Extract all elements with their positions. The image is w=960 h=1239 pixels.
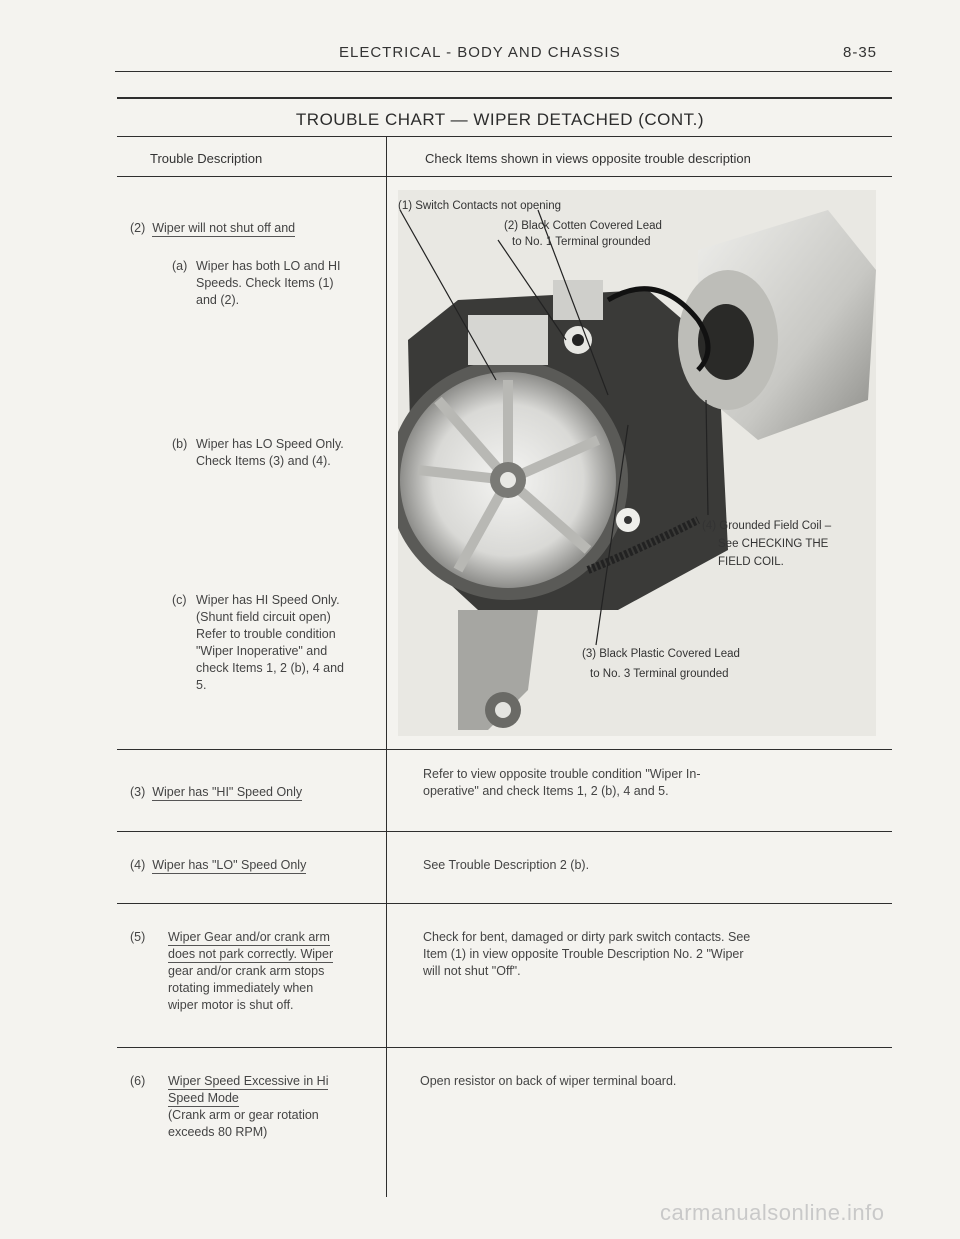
row5-desc-line: does not park correctly. Wiper <box>168 947 334 961</box>
row3-check-line: Refer to view opposite trouble condition "Wiper In- <box>423 767 701 781</box>
row6-check: Open resistor on back of wiper terminal board. <box>420 1074 677 1088</box>
row2-c-line: "Wiper Inoperative" and <box>196 644 328 658</box>
row2-a-line: and (2). <box>196 293 240 307</box>
row6-desc-line: Wiper Speed Excessive in Hi <box>168 1074 329 1088</box>
header-rule <box>115 71 892 72</box>
row3-check <box>423 766 883 800</box>
watermark: carmanualsonline.info <box>660 1200 885 1225</box>
row2-c-line: check Items 1, 2 (b), 4 and <box>196 661 344 675</box>
row5-number: (5) <box>130 930 146 944</box>
row5-check-line: will not shut "Off". <box>423 964 521 978</box>
row4-bottom-rule <box>117 903 892 904</box>
row4-desc: Wiper has "LO" Speed Only <box>152 858 307 872</box>
column-head-trouble: Trouble Description <box>150 151 263 166</box>
row6-desc-line: exceeds 80 RPM) <box>168 1125 268 1139</box>
row2-item-a <box>172 258 372 309</box>
row2-b-line: Check Items (3) and (4). <box>196 454 331 468</box>
page-number: 8-35 <box>843 44 878 61</box>
callout-1: (1) Switch Contacts not opening <box>398 200 562 212</box>
row2-a-label: (a) <box>172 259 188 273</box>
row5-desc-line: rotating immediately when <box>168 981 314 995</box>
row2-b-label: (b) <box>172 437 188 451</box>
row6-description <box>130 1073 370 1141</box>
row4-number: (4) <box>130 858 146 872</box>
row5-desc-line: Wiper Gear and/or crank arm <box>168 930 330 944</box>
row3-bottom-rule <box>117 831 892 832</box>
row2-number: (2) <box>130 221 146 235</box>
callout-4-line1: (4) Grounded Field Coil – <box>702 520 832 532</box>
callout-2-line2: to No. 1 Terminal grounded <box>512 236 651 248</box>
title-bottom-rule <box>117 136 892 137</box>
row3-number: (3) <box>130 785 146 799</box>
row2-c-line: Wiper has HI Speed Only. <box>196 593 340 607</box>
page-header <box>0 44 960 68</box>
row2-c-line: Refer to trouble condition <box>196 627 336 641</box>
row3-check-line: operative" and check Items 1, 2 (b), 4 and 5. <box>423 784 669 798</box>
chart-title: TROUBLE CHART — WIPER DETACHED (CONT.) <box>295 110 705 129</box>
row2-description <box>130 220 375 237</box>
column-head-check: Check Items shown in views opposite trouble description <box>425 151 751 166</box>
row6-desc-line: (Crank arm or gear rotation <box>168 1108 319 1122</box>
wiper-motor-photo <box>398 190 876 736</box>
row6-desc-line: Speed Mode <box>168 1091 239 1105</box>
row2-c-line: (Shunt field circuit open) <box>196 610 331 624</box>
callout-4-line3: FIELD COIL. <box>718 556 784 568</box>
row5-bottom-rule <box>117 1047 892 1048</box>
row5-check <box>423 929 893 980</box>
section-title: ELECTRICAL - BODY AND CHASSIS <box>339 44 621 61</box>
row5-desc-line: gear and/or crank arm stops <box>168 964 325 978</box>
row3-description <box>130 784 380 801</box>
title-top-rule <box>117 97 892 99</box>
row5-check-line: Item (1) in view opposite Trouble Description No. 2 "Wiper <box>423 947 744 961</box>
row6-number: (6) <box>130 1074 146 1088</box>
row2-item-b <box>172 436 382 470</box>
row2-a-line: Speeds. Check Items (1) <box>196 276 334 290</box>
row5-check-line: Check for bent, damaged or dirty park switch contacts. See <box>423 930 751 944</box>
column-divider <box>386 137 387 1197</box>
callout-4-line2: See CHECKING THE <box>718 538 829 550</box>
row2-item-c <box>172 592 382 694</box>
callout-3-line2: to No. 3 Terminal grounded <box>590 668 729 680</box>
row2-bottom-rule <box>117 749 892 750</box>
row5-desc-line: wiper motor is shut off. <box>168 998 294 1012</box>
row4-description <box>130 857 380 874</box>
callout-3-line1: (3) Black Plastic Covered Lead <box>582 648 740 660</box>
row2-c-label: (c) <box>172 593 187 607</box>
row5-description <box>130 929 370 1014</box>
row4-check: See Trouble Description 2 (b). <box>423 858 590 872</box>
row2-b-line: Wiper has LO Speed Only. <box>196 437 344 451</box>
row3-desc: Wiper has "HI" Speed Only <box>152 785 303 799</box>
row2-a-line: Wiper has both LO and HI <box>196 259 341 273</box>
row2-c-line: 5. <box>196 678 207 692</box>
row2-title: Wiper will not shut off and <box>152 221 296 235</box>
column-head-rule <box>117 176 892 177</box>
callout-2-line1: (2) Black Cotten Covered Lead <box>504 220 662 232</box>
